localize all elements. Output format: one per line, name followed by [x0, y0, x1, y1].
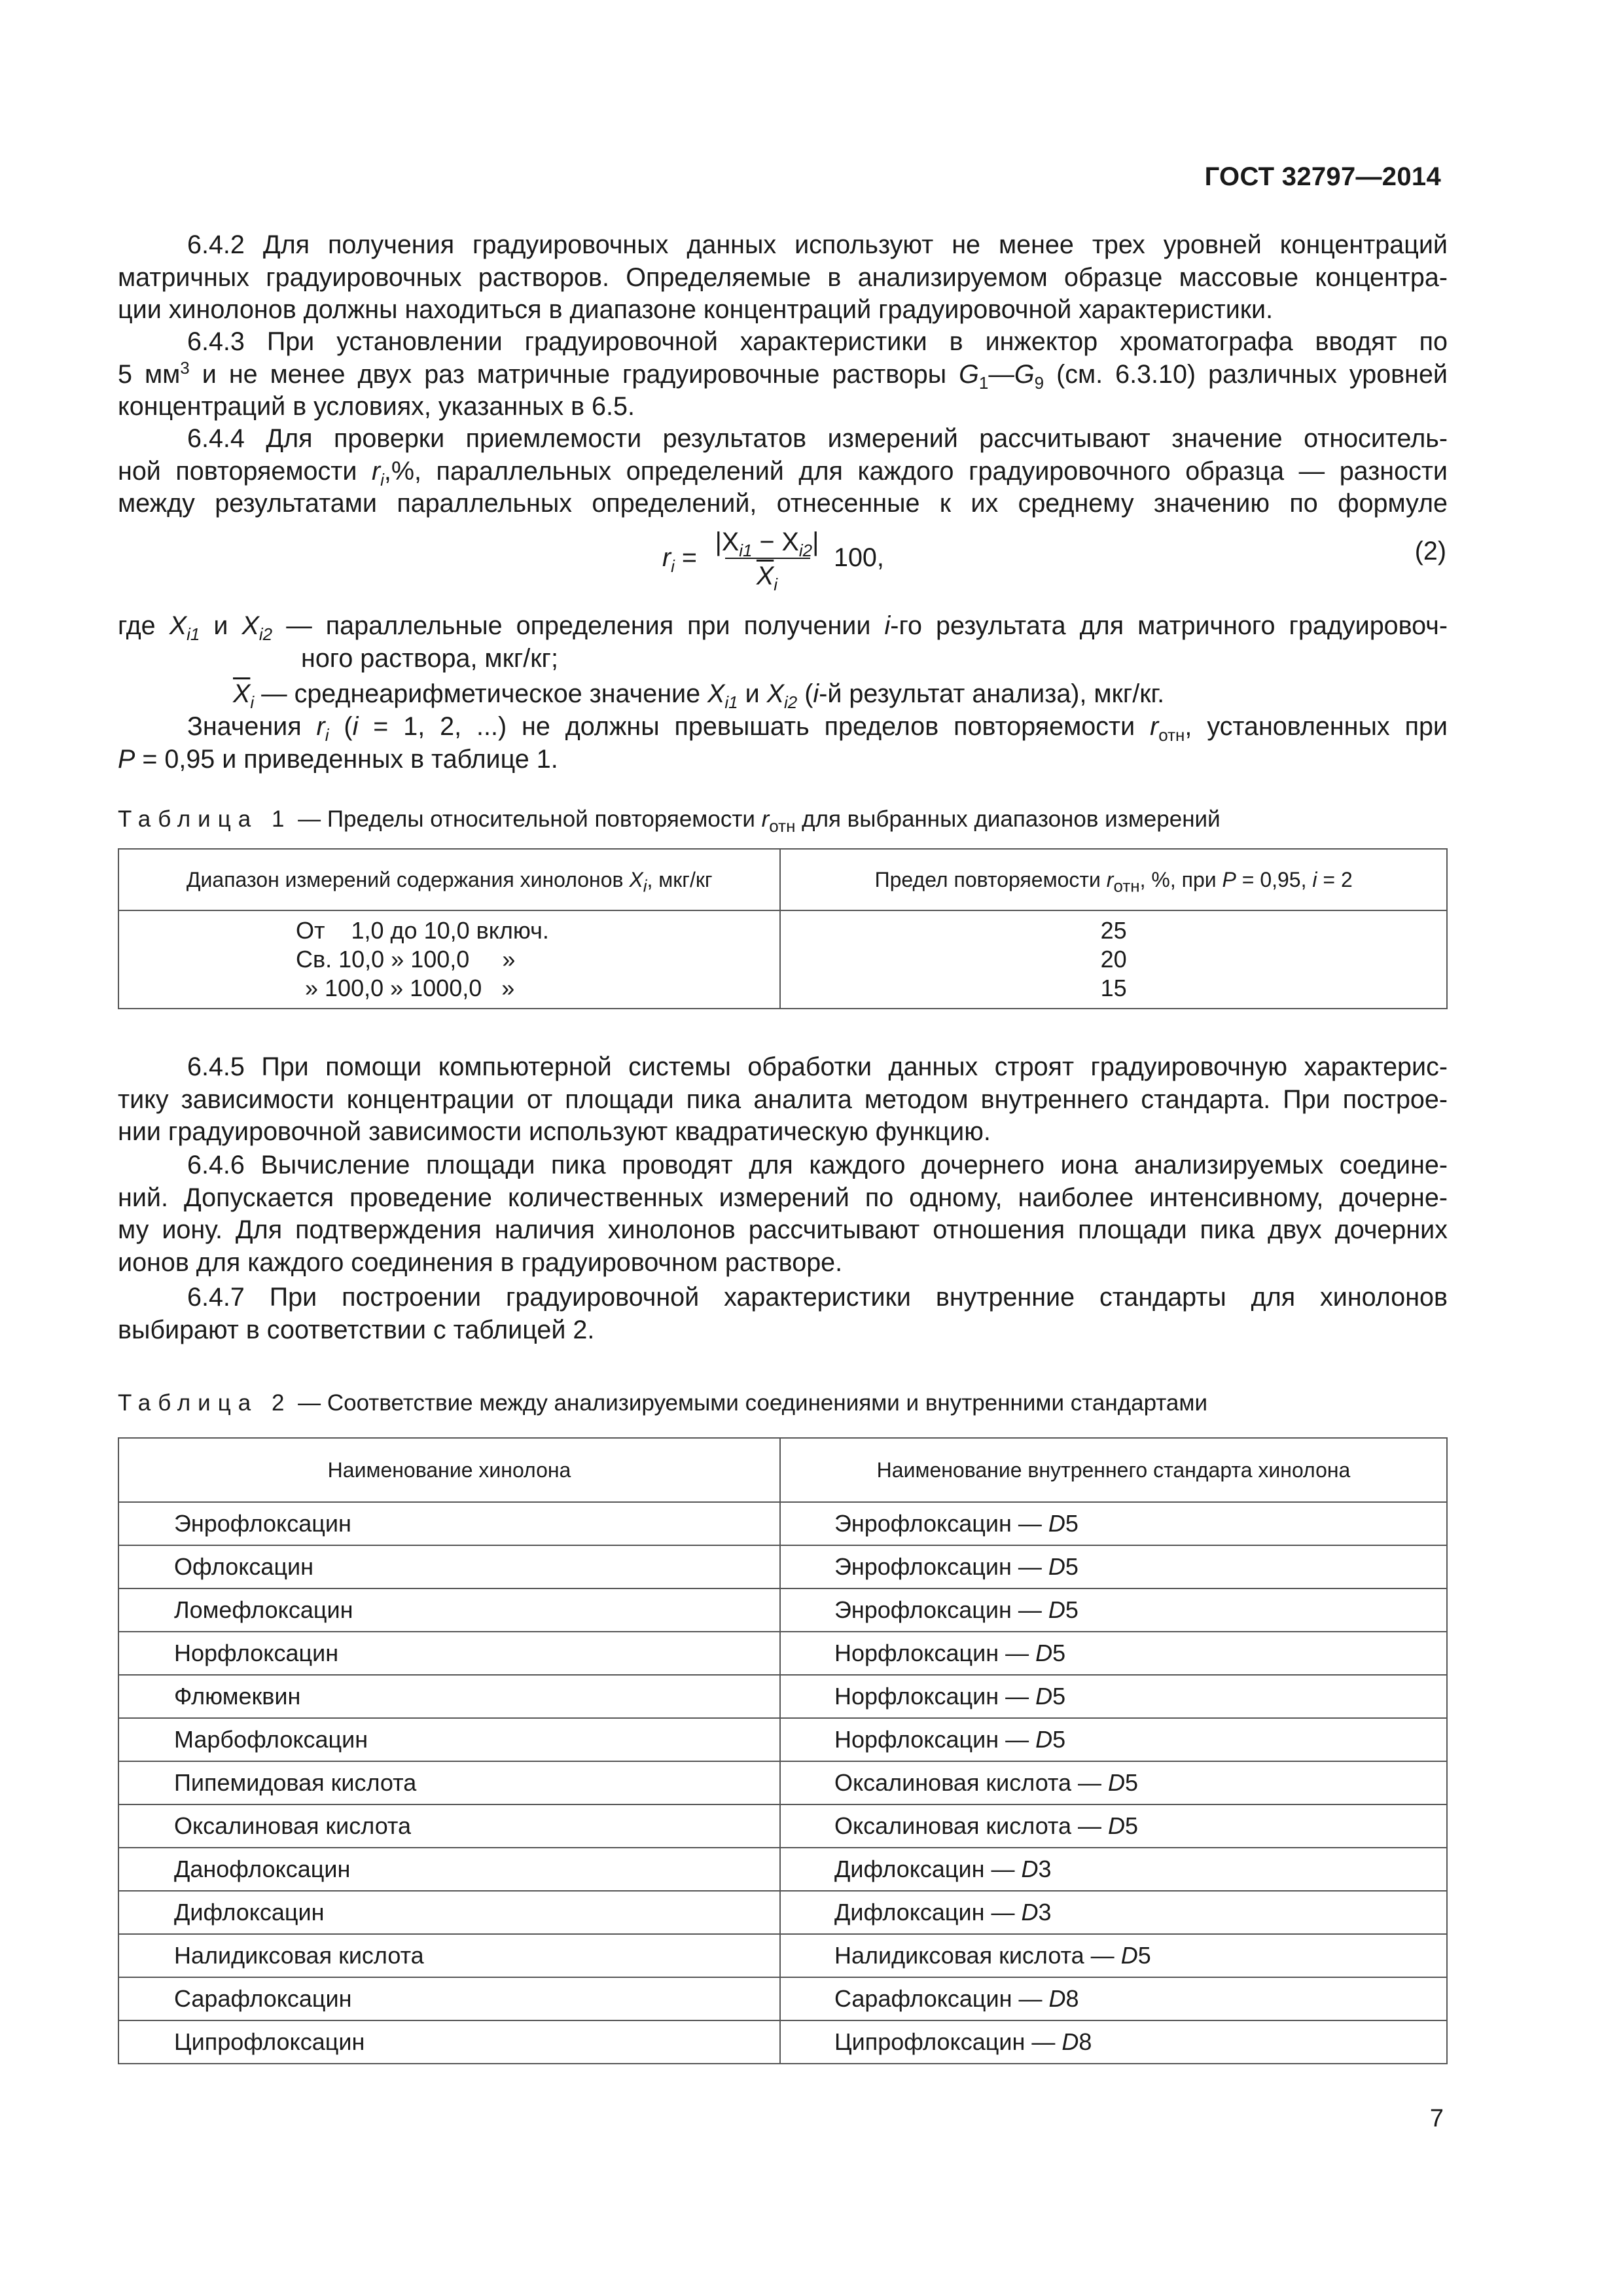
quinolone-name: Налидиксовая кислота	[118, 1934, 780, 1977]
paragraph-6-4-2: 6.4.2 Для получения градуировочных данных используют не менее трех уровней концентраций матричных градуировочных растворов. Определяемые в анализируемом образце массовые концентра- ции хинолонов должны находиться в диапазоне концентраций градуировочной характеристики.	[118, 230, 1448, 324]
table-row	[118, 1934, 1447, 1977]
table-1	[118, 848, 1448, 1009]
table-2-caption: Таблица 2 — Соответствие между анализируемыми соединениями и внутренними стандартами	[118, 1390, 1207, 1416]
page-number: 7	[1429, 2105, 1444, 2132]
table-row	[118, 1761, 1447, 1804]
table-1-limit: 20	[1100, 946, 1127, 973]
quinolone-name: Данофлоксацин	[118, 1848, 780, 1891]
table-2-header-standard: Наименование внутреннего стандарта хинолона	[780, 1438, 1447, 1502]
internal-standard-name: Оксалиновая кислота — D5	[780, 1804, 1447, 1848]
internal-standard-name: Энрофлоксацин — D5	[780, 1545, 1447, 1588]
table-1-limits	[780, 910, 1447, 1009]
table-1-limit: 25	[1100, 917, 1127, 944]
table-row	[118, 2020, 1447, 2064]
internal-standard-name: Сарафлоксацин — D8	[780, 1977, 1447, 2020]
quinolone-name: Ломефлоксацин	[118, 1588, 780, 1632]
table-row	[118, 1588, 1447, 1632]
table-1-range: Св. 10,0 » 100,0 »	[296, 946, 516, 973]
paragraph-6-4-7: 6.4.7 При построении градуировочной характеристики внутренние стандарты для хинолонов выбирают в соответствии с таблицей 2.	[118, 1283, 1448, 1344]
paragraph-6-4-6: 6.4.6 Вычисление площади пика проводят для каждого дочернего иона анализируемых соедине- ний. Допускается проведение количественных измерений по одному, наиболее интенсивному, дочерне- му иону. Для подтверждения наличия хинолонов рассчитывают отношения площади пика двух дочерних ионов для каждого соединения в градуировочном растворе.	[118, 1151, 1448, 1277]
paragraph-6-4-4: 6.4.4 Для проверки приемлемости результатов измерений рассчитывают значение относитель- ной повторяемости $r_i,\%$, параллельных определений для каждого градуировочного образца — разности между результатами параллельных определений, отнесенные к их среднему значению по формуле	[118, 424, 1448, 518]
internal-standard-name: Энрофлоксацин — D5	[780, 1588, 1447, 1632]
document-page: ГОСТ 32797—2014 6.4.2 Для получения градуировочных данных используют не менее трех уровней концентраций матричных градуировочных растворов. Определяемые в анализируемом образце массовые концентра- ции хинолонов должны находиться в диапазоне концентраций градуировочной характеристики. 6.4.3 При установлении градуировочной характеристики в инжектор хроматографа вводят по 5 $мм^3$ и не менее двух раз матричные градуировочные растворы $G_1—G_9$ (см. 6.3.10) различных уровней концентраций в условиях, указанных в 6.5. 6.4.4 Для проверки приемлемости результатов измерений рассчитывают значение относитель- ной повторяемости $r_i,\%$, параллельных определений для каждого градуировочного образца — разности между результатами параллельных определений, отнесенные к их среднему значению по формуле $r_i$ = $|X_{i1} - X_{i2}|$ $\overline{X}_i$ 100, (2) где $X_{i1}$ и $X_{i2}$ — параллельные определения при получении i-го результата для матричного градуировоч- ного раствора, мкг/кг; $\overline{X}_i$ — среднеарифметическое значение $X_{i1}$ и $X_{i2}$ (i-й результат анализа), мкг/кг. Значения $r_i$ (i = 1, 2, ...) не должны превышать пределов повторяемости $r_{отн}$, установленных при P = 0,95 и приведенных в таблице 1. Таблица 1 — Пределы относительной повторяемости $r_{отн}$ для выбранных диапазонов измерений Диапазон измерений содержания хинолонов $X_i$, мкг/кг Предел повторяемости $r_{отн}$, %, при P = 0,95, i = 2 От 1,0 до 10,0 включ. Св. 10,0 » 100,0 » » 100,0 » 1000,0 » 25 20 15 6.4.5 При помощи компьютерной системы обработки данных строят градуировочную характерис- тику зависимости концентрации от площади пика аналита методом внутреннего стандарта. При построе- нии градуировочной зависимости используют квадратическую функцию. 6.4.6 Вычисление площади пика проводят для каждого дочернего иона анализируемых соедине- ний. Допускается проведение количественных измерений по одному, наиболее интенсивному, дочерне- му иону. Для подтверждения наличия хинолонов рассчитывают отношения площади пика двух дочерних ионов для каждого соединения в градуировочном растворе. 6.4.7 При построении градуировочной характеристики внутренние стандарты для хинолонов выбирают в соответствии с таблицей 2. Таблица 2 — Соответствие между анализируемыми соединениями и внутренними стандартами Наименование хинолона Наименование внутреннего стандарта хинолона Энрофлоксацин Энрофлоксацин — D5 Офлоксацин Энрофлоксацин — D5 Ломефлоксацин Энрофлоксацин — D5 Норфлоксацин Норфлоксацин — D5 Флюмеквин Норфлоксацин — D5 Марбофлоксацин Норфлоксацин — D5 Пипемидовая кислота Оксалиновая кислота — D5 Оксалиновая кислота Оксалиновая кислота — D5 Данофлоксацин Дифлоксацин — D3 Дифлоксацин Дифлоксацин — D3 Налидиксовая кислота Налидиксовая кислота — D5 Сарафлоксацин Сарафлоксацин — D8 Ципрофлоксацин Ципрофлоксацин — D8 7	[118, 162, 1448, 2132]
table-1-ranges	[118, 910, 780, 1009]
table-row	[118, 1848, 1447, 1891]
standard-number: ГОСТ 32797—2014	[1204, 162, 1441, 191]
where-line-1: где $X_{i1}$ и $X_{i2}$ — параллельные определения при получении i-го результата для матричного градуировоч-	[118, 611, 1448, 644]
table-row	[118, 1718, 1447, 1761]
table-row	[118, 1632, 1447, 1675]
table-row	[118, 1977, 1447, 2020]
table-1-header-limit: Предел повторяемости $r_{отн}$, %, при P = 0,95, i = 2	[780, 849, 1447, 910]
quinolone-name: Дифлоксацин	[118, 1891, 780, 1934]
table-1-caption: Таблица 1 — Пределы относительной повторяемости $r_{отн}$ для выбранных диапазонов измерений	[118, 806, 1221, 836]
table-row	[118, 1891, 1447, 1934]
quinolone-name: Норфлоксацин	[118, 1632, 780, 1675]
internal-standard-name: Энрофлоксацин — D5	[780, 1502, 1447, 1545]
internal-standard-name: Дифлоксацин — D3	[780, 1848, 1447, 1891]
internal-standard-name: Норфлоксацин — D5	[780, 1718, 1447, 1761]
table-row	[118, 1804, 1447, 1848]
table-row	[118, 1675, 1447, 1718]
quinolone-name: Пипемидовая кислота	[118, 1761, 780, 1804]
paragraph-6-4-5: 6.4.5 При помощи компьютерной системы обработки данных строят градуировочную характерис- тику зависимости концентрации от площади пика аналита методом внутреннего стандарта. При построе- нии градуировочной зависимости используют квадратическую функцию.	[118, 1052, 1448, 1146]
quinolone-name: Флюмеквин	[118, 1675, 780, 1718]
where-line-2: ного раствора, мкг/кг;	[301, 644, 558, 673]
table-1-limit: 15	[1100, 975, 1127, 1001]
internal-standard-name: Норфлоксацин — D5	[780, 1675, 1447, 1718]
table-2-header-quinolone: Наименование хинолона	[118, 1438, 780, 1502]
quinolone-name: Сарафлоксацин	[118, 1977, 780, 2020]
quinolone-name: Оксалиновая кислота	[118, 1804, 780, 1848]
internal-standard-name: Дифлоксацин — D3	[780, 1891, 1447, 1934]
where-line-3: $\overline{X}_i$ — среднеарифметическое значение $X_{i1}$ и $X_{i2}$ (i-й результат анализа), мкг/кг.	[233, 679, 1165, 712]
internal-standard-name: Налидиксовая кислота — D5	[780, 1934, 1447, 1977]
table-row	[118, 1545, 1447, 1588]
table-2	[118, 1437, 1448, 2064]
quinolone-name: Офлоксацин	[118, 1545, 780, 1588]
internal-standard-name: Оксалиновая кислота — D5	[780, 1761, 1447, 1804]
quinolone-name: Энрофлоксацин	[118, 1502, 780, 1545]
quinolone-name: Ципрофлоксацин	[118, 2020, 780, 2064]
table-1-range: От 1,0 до 10,0 включ.	[296, 917, 549, 944]
table-1-range: » 100,0 » 1000,0 »	[305, 975, 515, 1001]
quinolone-name: Марбофлоксацин	[118, 1718, 780, 1761]
table-2-body	[118, 1502, 1447, 2064]
paragraph-values: Значения $r_i$ (i = 1, 2, ...) не должны превышать пределов повторяемости $r_{отн}$, установленных при P = 0,95 и приведенных в таблице 1.	[118, 712, 1448, 774]
table-row	[118, 1502, 1447, 1545]
paragraph-6-4-3: 6.4.3 При установлении градуировочной характеристики в инжектор хроматографа вводят по 5 $мм^3$ и не менее двух раз матричные градуировочные растворы $G_1—G_9$ (см. 6.3.10) различных уровней концентраций в условиях, указанных в 6.5.	[118, 327, 1448, 421]
table-1-header-range: Диапазон измерений содержания хинолонов $X_i$, мкг/кг	[118, 849, 780, 910]
internal-standard-name: Ципрофлоксацин — D8	[780, 2020, 1447, 2064]
formula-number: (2)	[1414, 537, 1446, 565]
internal-standard-name: Норфлоксацин — D5	[780, 1632, 1447, 1675]
formula-lhs: $r_i$ =	[662, 543, 697, 576]
